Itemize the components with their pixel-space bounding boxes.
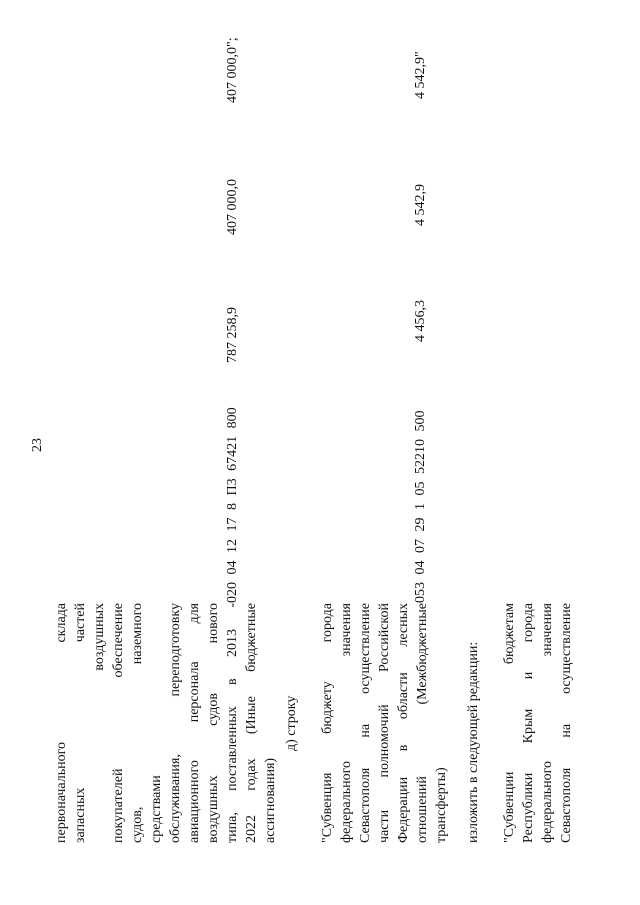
row1-line: запасных частей xyxy=(73,603,88,843)
row2-description xyxy=(318,603,451,843)
row1-description xyxy=(52,603,280,843)
page-number: 23 xyxy=(30,438,45,452)
row3-description xyxy=(500,603,576,843)
row1-line: покупателей обеспечение xyxy=(111,603,126,843)
row2-value-2: 4 542,9 xyxy=(413,184,428,226)
row1-line: судов, наземного xyxy=(130,603,145,843)
row1-line: первоначального склада xyxy=(54,603,69,843)
row1-line: авиационного персонала для xyxy=(187,603,202,843)
row2-line: трансферты) xyxy=(434,767,449,843)
row2-line: Севастополя на осуществление xyxy=(358,603,373,843)
row2-line: отношений (Межбюджетные xyxy=(415,603,430,843)
row1-value-3: 407 000,0"; xyxy=(225,37,240,103)
row1-value-2: 407 000,0 xyxy=(225,179,240,235)
row2-line: федерального значения xyxy=(339,603,354,843)
row1-line: воздушных судов нового xyxy=(206,603,221,843)
row1-budget-code: 020 04 12 17 8 П3 67421 800 xyxy=(225,407,240,603)
row1-line: обслуживания, переподготовку xyxy=(168,603,183,843)
row1-line: ассигнования) xyxy=(263,757,278,843)
row1-line: средствами xyxy=(149,775,164,843)
row2-value-3: 4 542,9" xyxy=(413,51,428,99)
row3-line: федерального значения xyxy=(540,603,555,843)
row2-budget-code: 053 04 07 29 1 05 52210 500 xyxy=(413,410,428,603)
row2-line: части полномочий Российской xyxy=(377,603,392,843)
row3-line: Республики Крым и города xyxy=(521,603,536,843)
row2-line: Федерации в области лесных xyxy=(396,603,411,843)
row3-line: Севастополя на осуществление xyxy=(559,603,574,843)
row3-line: "Субвенции бюджетам xyxy=(502,603,517,843)
row2-line: "Субвенция бюджету города xyxy=(320,603,335,843)
row1-line: типа, поставленных в 2013 - xyxy=(225,603,240,843)
item-d-heading: д) строку xyxy=(284,695,299,751)
row2-value-1: 4 456,3 xyxy=(413,300,428,342)
row1-line: воздушных xyxy=(92,603,107,671)
row1-line: 2022 годах (Иные бюджетные xyxy=(244,603,259,843)
row1-value-1: 787 258,9 xyxy=(225,307,240,363)
restate-text: изложить в следующей редакции: xyxy=(466,641,481,843)
